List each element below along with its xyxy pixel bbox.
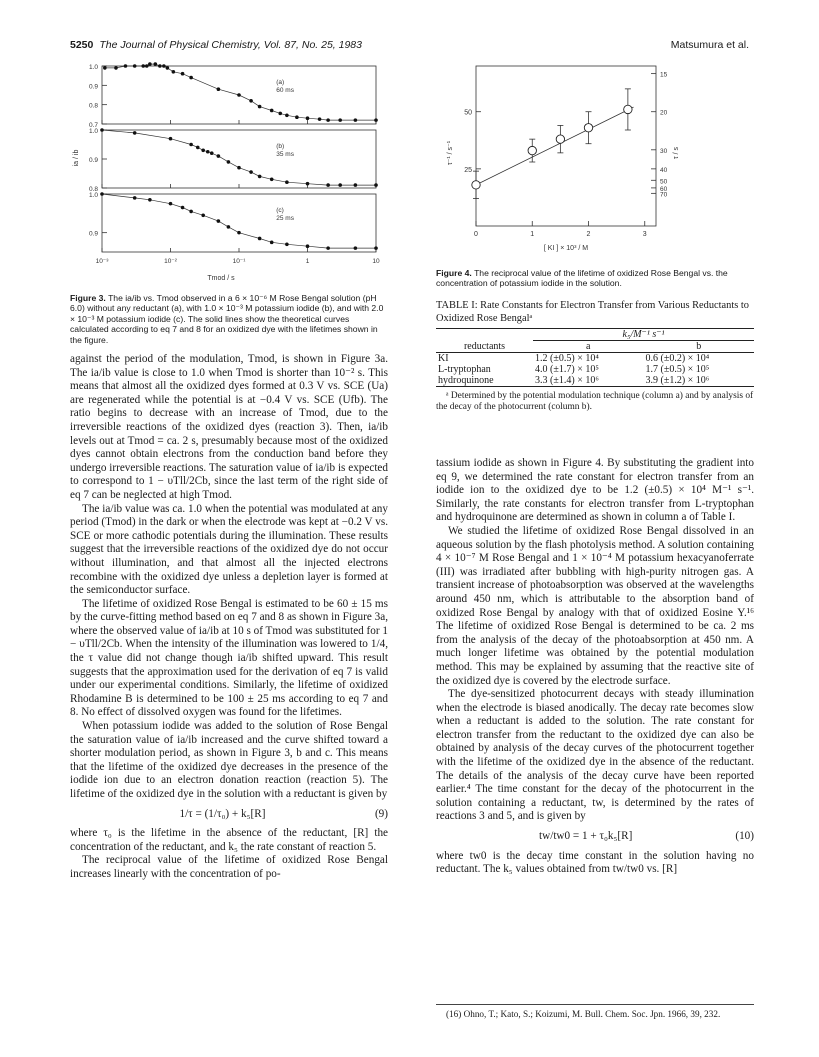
y-tick-label: 0.8 <box>88 186 98 193</box>
data-point <box>270 241 274 245</box>
journal-citation: The Journal of Physical Chemistry, Vol. 87, No. 25, 1983 <box>99 39 362 51</box>
table-cell: KI <box>438 353 449 364</box>
figure-4 <box>436 58 686 263</box>
data-point <box>124 64 128 68</box>
data-point <box>237 93 241 97</box>
data-point <box>201 213 205 217</box>
paragraph: against the period of the modulation, Tmod, is shown in Figure 3a. The ia/ib value is close to 1.0 when Tmod is shorter than 10⁻² s. This means that almost all the oxidized dyes formed at 0.3 V vs. SCE (Ua) are regenerated while the potential is at −0.4 V vs. SCE (Ufb). The ratio begins to decrease with an increase of Tmod, due to the irreversible reactions of the oxidized dyes (reaction 3). Then, ia/ib levels out at Tmod = ca. 2 s, presumably because most of the oxidized dyes cannot obtain electrons from the conduction band before they undergo irreversible reactions. The saturation value of ia/ib is expected to correspond to 1 − υTll/2Cb, since the last term of the right side of eq 7 can be neglected at high Tmod. <box>70 353 388 501</box>
data-point <box>145 64 149 68</box>
theory-curve <box>102 130 376 185</box>
x-tick-label: 0 <box>474 231 478 238</box>
table-cell: 1.2 (±0.5) × 10⁴ <box>535 353 599 364</box>
x-tick-label: 10⁻³ <box>95 258 109 265</box>
x-axis-label: Tmod / s <box>207 275 235 282</box>
data-point <box>556 135 564 143</box>
figure-3 <box>66 58 396 290</box>
paragraph: tassium iodide as shown in Figure 4. By substituting the gradient into eq 9, we determined the rate constant for electron transfer from an iodide ion to the oxidized dye to be 1.2 (±0.5) × 10⁴ M⁻¹ s⁻¹. Similarly, the rate constants for electron transfer from L-tryptophan and hydroquinone are determined as shown in column a of Table I. <box>436 457 754 524</box>
y-tick-label: 1.0 <box>88 64 98 71</box>
data-point <box>189 143 193 147</box>
data-point <box>270 109 274 113</box>
panel-lifetime: 60 ms <box>276 87 294 94</box>
table-cell: 3.9 (±1.2) × 10⁶ <box>645 375 710 386</box>
data-point <box>181 206 185 210</box>
panel-frame <box>102 130 376 188</box>
paragraph: We studied the lifetime of oxidized Rose Bengal dissolved in an aqueous solution by the flash photolysis method. A solution containing 4 × 10⁻⁷ M Rose Bengal and 1 × 10⁻⁴ M potassium hexacyanoferrate (III) was irradiated after bubbling with high-purity nitrogen gas. A transient increase of photoabsorption was observed at the wavelengths around 450 nm, which is attributable to the absorption band of oxidized Rose Bengal by analogy with that of oxidized Eosine Y.¹⁶ The lifetime of oxidized Rose Bengal is determined to be ca. 2 ms from the analysis of the decay of the photoabsorption at 450 nm. A much longer lifetime was obtained by the potential modulation method. This may be explained by assuming that the reactive site of the oxidized dye is covered by the electrode surface. <box>436 524 754 687</box>
data-point <box>295 115 299 119</box>
data-point <box>166 66 170 70</box>
data-point <box>227 225 231 229</box>
right-column <box>436 457 754 877</box>
figure-4-caption-text: The reciprocal value of the lifetime of oxidized Rose Bengal vs. the concentration of potassium iodide in the solution. <box>436 268 728 289</box>
data-point <box>249 170 253 174</box>
data-point <box>154 62 158 66</box>
data-point <box>326 246 330 250</box>
table-1-footnote: ᵃ Determined by the potential modulation technique (column a) and by analysis of the decay of the photocurrent (column b). <box>436 391 754 413</box>
data-point <box>210 151 214 155</box>
y-tick-label: 25 <box>464 166 472 174</box>
footnote-rule <box>436 1004 754 1005</box>
y-tick-label: 1.0 <box>88 192 98 199</box>
data-point <box>306 244 310 248</box>
data-point <box>326 183 330 187</box>
x-tick-label: 10⁻² <box>164 258 177 265</box>
y2-tick-label: 30 <box>660 147 668 155</box>
x-tick-label: 1 <box>305 258 310 265</box>
y-axis-label: ia / ib <box>73 149 80 167</box>
data-point <box>338 118 342 122</box>
data-point <box>133 196 137 200</box>
data-point <box>624 105 632 113</box>
y-axis-label: τ⁻¹ / s⁻¹ <box>447 140 454 166</box>
paragraph: The reciprocal value of the lifetime of oxidized Rose Bengal increases linearly with the concentration of po- <box>70 854 388 880</box>
table-1-grid <box>436 329 754 387</box>
data-point <box>306 182 310 186</box>
panel-lifetime: 35 ms <box>276 151 294 158</box>
data-point <box>306 116 310 120</box>
data-point <box>472 181 480 189</box>
data-point <box>158 64 162 68</box>
y-tick-label: 50 <box>464 109 472 117</box>
x-tick-label: 10 <box>372 258 380 265</box>
data-point <box>189 76 193 80</box>
figure-4-caption-label: Figure 4. <box>436 268 472 278</box>
data-point <box>278 112 282 116</box>
paragraph: where τ₀ is the lifetime in the absence of the reductant, [R] the concentration of the reductant, and k₅ the rate constant of reaction 5. <box>70 827 388 853</box>
table-cell: 4.0 (±1.7) × 10⁵ <box>535 364 599 375</box>
data-point <box>148 62 152 66</box>
paragraph: The lifetime of oxidized Rose Bengal is estimated to be 60 ± 15 ms by the curve-fitting method based on eq 7 and 8 as shown in Figure 3a, where the observed value of ia/ib at 10 s of Tmod was substituted for 1 − υTll/2Cb. When the intensity of the illumination was lowered to 1/4, the τ value did not change though ia/ib shifted upward. This result suggests that the approximation used for the derivation of eq 7 is valid under our experimental conditions. Similarly, the lifetime of oxidized Rhodamine B is determined to be 100 ± 25 ms according to eq 7 and 8. No effect of dissolved oxygen was found for the lifetimes. <box>70 597 388 719</box>
table-row <box>436 364 754 375</box>
data-point <box>100 128 104 132</box>
data-point <box>285 180 289 184</box>
fit-line <box>476 107 634 185</box>
figure-4-plot <box>436 58 686 263</box>
paragraph: The dye-sensitized photocurrent decays with steady illumination when the electrode is biased anodically. The decay rate becomes slow when a reductant is added to the solution. The rate constant for electron transfer from the reductant to the oxidized dye can also be obtained by analysis of the decay curves of the photocurrent together with the lifetime of the oxidized dye in the absence of the reductant. The details of the analysis of the decay curve have been reported earlier.⁴ The time constant for the decay of the photocurrent in the solution containing a reductant, tw, is determined by the rates of reactions 3 and 5, and is given by <box>436 688 754 823</box>
data-point <box>237 166 241 170</box>
x-tick-label: 1 <box>530 231 535 238</box>
data-point <box>114 66 118 70</box>
left-column <box>70 353 388 882</box>
y-tick-label: 0.7 <box>88 122 98 129</box>
data-point <box>169 202 173 206</box>
data-point <box>196 146 200 150</box>
data-point <box>100 192 104 196</box>
plot-frame <box>476 66 656 226</box>
data-point <box>374 183 378 187</box>
figure-4-caption <box>436 268 754 289</box>
paragraph: The ia/ib value was ca. 1.0 when the potential was modulated at any period (Tmod) in the dark or when the electrode was kept at −0.2 V vs. SCE or more cathodic potentials during the illumination. These results suggest that the irreversible reactions of the oxidized dye do not occur without illumination, and that almost all the injected electrons recombine with the oxidized dye unless a depletion layer is formed at the semiconductor surface. <box>70 502 388 597</box>
panel-frame <box>102 194 376 252</box>
table-group-header: k₅/M⁻¹ s⁻¹ <box>533 329 754 341</box>
data-point <box>354 118 358 122</box>
equation-10 <box>436 824 754 850</box>
paragraph: When potassium iodide was added to the solution of Rose Bengal the saturation value of ia/ib increased and the curve shifted toward a shorter modulation period, as shown in Figure 3, b and c. This means that the lifetime of the oxidized dye decreases in the presence of the iodide ion due to an electron donation reaction (reaction 5). The lifetime of the oxidized dye in the solution with a reductant is given by <box>70 720 388 800</box>
y2-tick-label: 70 <box>660 191 668 199</box>
y2-tick-label: 50 <box>660 178 668 186</box>
data-point <box>169 137 173 141</box>
y2-tick-label: 40 <box>660 166 668 174</box>
paragraph: where tw0 is the decay time constant in the solution having no reductant. The k₅ values obtained from tw/tw0 vs. [R] <box>436 849 754 876</box>
y2-axis-label: τ / s <box>673 146 680 160</box>
figure-3-caption-text: The ia/ib vs. Tmod observed in a 6 × 10⁻⁶ M Rose Bengal solution (pH 6.0) without any reductant (a), with 1.0 × 10⁻³ M potassium iodide (b), and with 2.0 × 10⁻³ M potassium iodide (c). The solid lines show the theoretical curves calculated according to eq 7 and 8 for an oxidized dye with the lifetimes shown in the figure. <box>70 293 384 345</box>
data-point <box>258 237 262 241</box>
data-point <box>374 246 378 250</box>
table-1 <box>436 300 754 414</box>
theory-curve <box>102 194 376 248</box>
x-axis-label: [ KI ] × 10³ / M <box>543 245 589 252</box>
data-point <box>148 198 152 202</box>
figure-3-caption <box>70 293 388 345</box>
panel-lifetime: 25 ms <box>276 215 294 222</box>
data-point <box>103 66 107 70</box>
y-tick-label: 0.8 <box>88 102 98 110</box>
data-point <box>172 70 176 74</box>
data-point <box>206 150 210 154</box>
data-point <box>237 231 241 235</box>
page-number: 5250 <box>70 39 94 51</box>
data-point <box>181 72 185 76</box>
table-col-header: b <box>696 341 702 352</box>
data-point <box>285 114 289 118</box>
data-point <box>227 160 231 164</box>
y2-tick-label: 15 <box>660 71 668 79</box>
data-point <box>270 178 274 182</box>
data-point <box>318 117 322 121</box>
y2-tick-label: 20 <box>660 109 668 117</box>
data-point <box>133 64 137 68</box>
data-point <box>217 87 221 91</box>
table-col-header: reductants <box>463 340 506 352</box>
data-point <box>258 175 262 179</box>
figure-3-caption-label: Figure 3. <box>70 293 106 303</box>
x-tick-label: 10⁻¹ <box>232 258 246 265</box>
y-tick-label: 1.0 <box>88 128 98 135</box>
figure-3-plot <box>66 58 396 290</box>
y-tick-label: 0.9 <box>88 157 98 164</box>
equation-9-body: 1/τ = (1/τ₀) + k₅[R] <box>179 807 266 820</box>
equation-10-body: tw/tw0 = 1 + τ₀k₅[R] <box>539 830 633 843</box>
table-cell: L-tryptophan <box>438 364 491 375</box>
table-row <box>436 375 754 387</box>
table-1-title: TABLE I: Rate Constants for Electron Transfer from Various Reductants to Oxidized Rose Bengalᵃ <box>436 300 749 324</box>
y-tick-label: 0.9 <box>88 83 98 91</box>
y-tick-label: 0.9 <box>88 230 98 238</box>
data-point <box>338 183 342 187</box>
x-tick-label: 2 <box>586 231 591 238</box>
data-point <box>528 146 536 154</box>
panel-label: (c) <box>276 207 284 214</box>
panel-label: (b) <box>276 143 285 150</box>
y2-tick-label: 60 <box>660 185 668 193</box>
table-row <box>436 353 754 365</box>
data-point <box>258 105 262 109</box>
running-header-authors: Matsumura et al. <box>670 39 749 51</box>
table-cell: 3.3 (±1.4) × 10⁶ <box>535 375 599 386</box>
data-point <box>354 246 358 250</box>
data-point <box>217 219 221 223</box>
data-point <box>141 64 145 68</box>
data-point <box>133 131 137 135</box>
equation-9 <box>70 802 388 828</box>
table-cell: 1.7 (±0.5) × 10⁵ <box>645 364 710 375</box>
data-point <box>326 118 330 122</box>
table-col-header: a <box>586 341 591 352</box>
data-point <box>189 210 193 214</box>
x-tick-label: 3 <box>642 231 647 238</box>
data-point <box>162 64 166 68</box>
data-point <box>249 99 253 103</box>
theory-curve <box>105 64 376 120</box>
equation-9-number: (9) <box>374 807 388 820</box>
data-point <box>217 154 221 158</box>
running-header-left <box>70 39 362 51</box>
data-point <box>584 124 592 132</box>
reference-footnote: (16) Ohno, T.; Kato, S.; Koizumi, M. Bull. Chem. Soc. Jpn. 1966, 39, 232. <box>446 1009 721 1019</box>
data-point <box>201 149 205 153</box>
panel-label: (a) <box>276 79 285 86</box>
table-cell: 0.6 (±0.2) × 10⁴ <box>645 353 710 364</box>
data-point <box>285 242 289 246</box>
table-cell: hydroquinone <box>438 375 494 386</box>
equation-10-number: (10) <box>735 830 754 843</box>
data-point <box>354 183 358 187</box>
data-point <box>374 118 378 122</box>
